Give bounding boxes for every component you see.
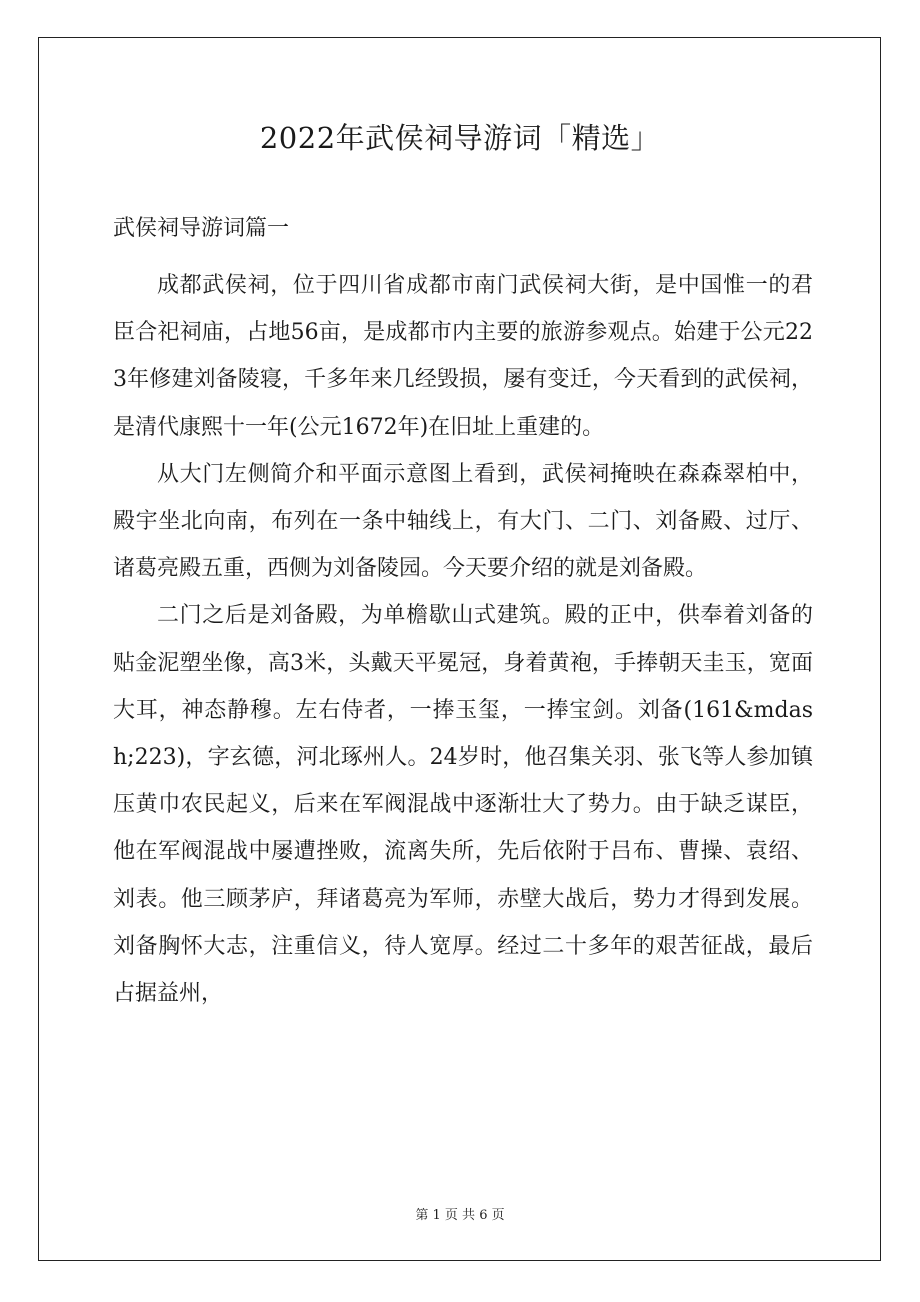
section-heading: 武侯祠导游词篇一 [113,216,290,241]
paragraph-3: 二门之后是刘备殿，为单檐歇山式建筑。殿的正中，供奉着刘备的贴金泥塑坐像，高3米，头戴天平冕冠，身着黄袍，手捧朝天圭玉，宽面大耳，神态静穆。左右侍者，一捧玉玺，一捧宝剑。刘备(161&mdash;223)，字玄德，河北琢州人。24岁时，他召集关羽、张飞等人参加镇压黄巾农民起义，后来在军阀混战中逐渐壮大了势力。由于缺乏谋臣，他在军阀混战中屡遭挫败，流离失所，先后依附于吕布、曹操、袁绍、刘表。他三顾茅庐，拜诸葛亮为军师，赤壁大战后，势力才得到发展。刘备胸怀大志，注重信义，待人宽厚。经过二十多年的艰苦征战，最后占据益州， [113,603,813,1007]
document-body [113,262,813,1017]
paragraph-1: 成都武侯祠，位于四川省成都市南门武侯祠大街，是中国惟一的君臣合祀祠庙，占地56亩，是成都市内主要的旅游参观点。始建于公元223年修建刘备陵寝，千多年来几经毁损，屡有变迁，今天看到的武侯祠，是清代康熙十一年(公元1672年)在旧址上重建的。 [113,273,813,440]
page-number-footer: 第 1 页 共 6 页 [415,1208,505,1223]
paragraph-2: 从大门左侧简介和平面示意图上看到，武侯祠掩映在森森翠柏中，殿宇坐北向南，布列在一条中轴线上，有大门、二门、刘备殿、过厅、诸葛亮殿五重，西侧为刘备陵园。今天要介绍的就是刘备殿。 [113,461,813,582]
document-title: 2022年武侯祠导游词「精选」 [259,121,661,155]
